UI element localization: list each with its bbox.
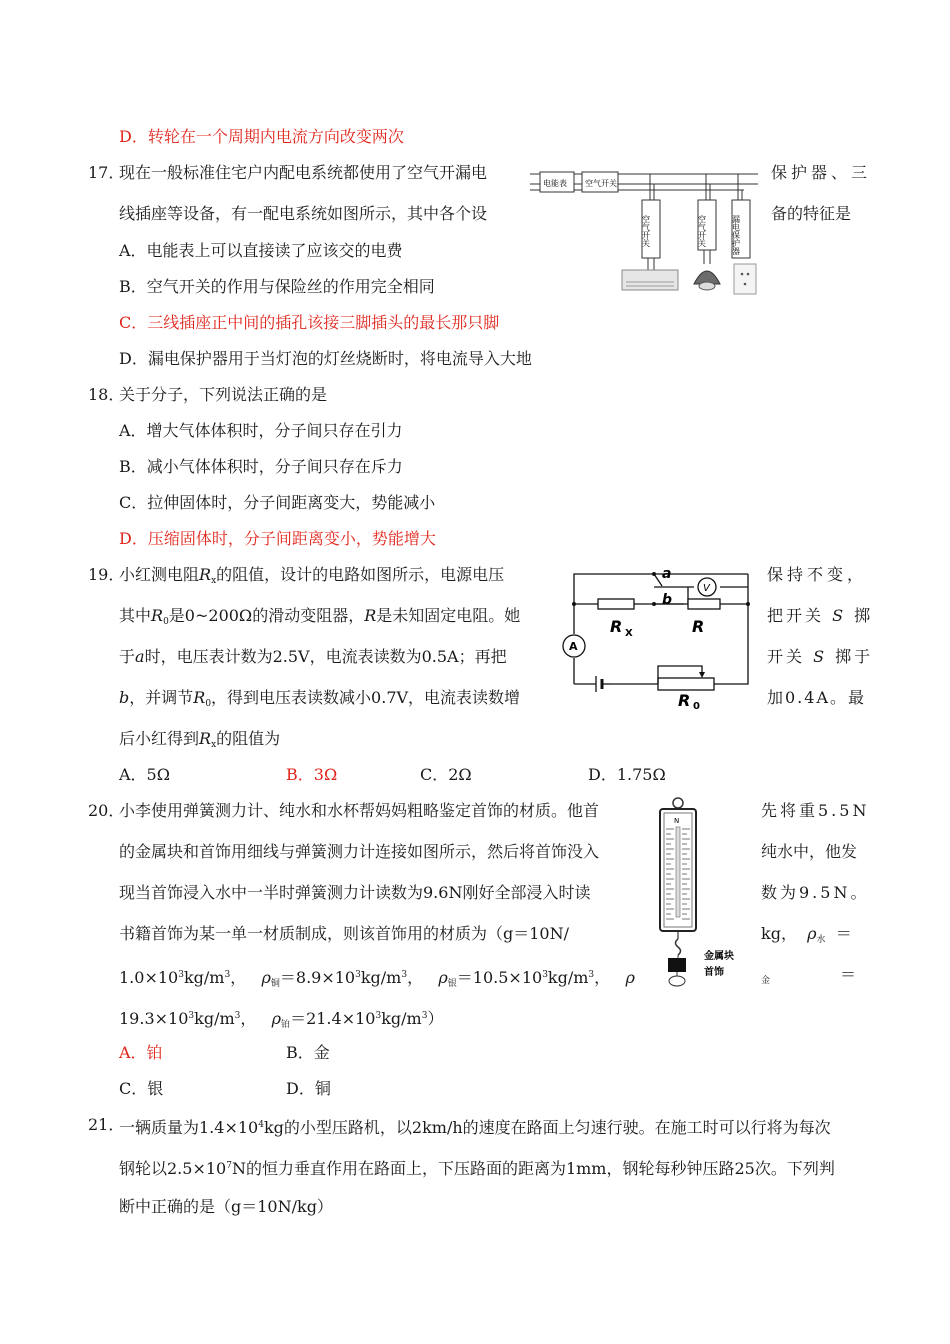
protector-label: 漏电保护器 bbox=[731, 215, 741, 255]
q20-right4: kg， $\rho_水$ ＝ bbox=[761, 924, 852, 945]
ammeter-label: A bbox=[569, 640, 578, 653]
q18-option-d: D．压缩固体时，分子间距离变小，势能增大 bbox=[119, 529, 436, 548]
q17-stem-line2: 线插座等设备，有一配电系统如图所示，其中各个设 bbox=[119, 204, 488, 223]
main-switch-label: 空气开关 bbox=[585, 179, 617, 188]
q16-option-d: D．转轮在一个周期内电流方向改变两次 bbox=[119, 127, 404, 146]
q20-line5: $1.0\times 10^3kg/m^3$， $\rho_铜=8.9\times 10^3kg/m^3$， $\rho_银=10.5\times 10^3kg/m^3$， ρ bbox=[119, 968, 635, 989]
q20-number: 20． bbox=[88, 801, 125, 820]
q19-circuit-figure bbox=[554, 560, 758, 710]
q19-line3: 于a时，电压表计数为2.5V，电流表读数为0.5A；再把 bbox=[119, 647, 507, 666]
q17-option-c: C．三线插座正中间的插孔该接三脚插头的最长那只脚 bbox=[119, 313, 500, 332]
jewelry bbox=[669, 976, 685, 986]
q17-option-d: D．漏电保护器用于当灯泡的灯丝烧断时，将电流导入大地 bbox=[119, 349, 532, 368]
rx-label: R bbox=[610, 617, 623, 636]
q19-number: 19． bbox=[88, 565, 125, 584]
q17-stem-right1: 保护器、三 bbox=[771, 163, 872, 182]
q19-line2: 其中$R_0$是0~200Ω的滑动变阻器，R是未知固定电阻。她 bbox=[119, 606, 521, 627]
q21-line3: 断中正确的是（g＝10N/kg） bbox=[119, 1197, 333, 1216]
q21-number: 21． bbox=[88, 1115, 125, 1134]
voltmeter-label: V bbox=[703, 583, 710, 594]
q19-right4: 加0.4A。最 bbox=[767, 688, 867, 707]
q18-option-b: B．减小气体体积时，分子间只存在斥力 bbox=[119, 457, 403, 476]
q19-option-c: C．2Ω bbox=[420, 765, 472, 784]
q17-stem-right2: 备的特征是 bbox=[771, 204, 852, 223]
q19-option-b: B．3Ω bbox=[286, 765, 338, 784]
r0-sub: 0 bbox=[693, 701, 700, 710]
q20-line3: 现当首饰浸入水中一半时弹簧测力计读数为9.6N刚好全部浸入时读 bbox=[119, 883, 591, 902]
hook bbox=[676, 939, 681, 955]
q20-line6: $19.3\times 10^3kg/m^3$， $\rho_铂=21.4\times 10^3kg/m^3$） bbox=[119, 1009, 444, 1030]
q17-option-a: A．电能表上可以直接读了应该交的电费 bbox=[119, 241, 403, 260]
r-resistor bbox=[688, 599, 720, 609]
q18-option-a: A．增大气体体积时，分子间只存在引力 bbox=[119, 421, 403, 440]
q17-distribution-figure bbox=[528, 160, 764, 300]
q20-right3: 数为9.5N。 bbox=[761, 883, 870, 902]
q20-right5: $_金$ ＝ bbox=[761, 965, 857, 986]
q19-line1: 小红测电阻$R_x$的阻值，设计的电路如图所示，电源电压 bbox=[119, 565, 505, 586]
r-label: R bbox=[692, 617, 705, 636]
q20-option-d: D．铜 bbox=[286, 1079, 331, 1098]
q19-option-d: D．1.75Ω bbox=[588, 765, 666, 784]
rx-sub: X bbox=[625, 628, 633, 639]
switch-a-label: a bbox=[662, 566, 672, 582]
q17-option-b: B．空气开关的作用与保险丝的作用完全相同 bbox=[119, 277, 435, 296]
r0-label: R bbox=[678, 691, 691, 710]
q21-line2: 钢轮以$2.5\times 10^7N$的恒力垂直作用在路面上，下压路面的距离为1mm，钢轮每秒钟压路25次。下列判 bbox=[119, 1159, 835, 1178]
q19-right2: 把开关 S 掷 bbox=[767, 606, 874, 625]
jewelry-label: 首饰 bbox=[704, 967, 724, 978]
switch1-label: 空气开关 bbox=[641, 215, 651, 247]
q18-number: 18． bbox=[88, 385, 125, 404]
q20-option-b: B．金 bbox=[286, 1043, 330, 1062]
metal-block bbox=[668, 958, 686, 972]
q20-option-a: A．铂 bbox=[119, 1043, 163, 1062]
q20-line1: 小李使用弹簧测力计、纯水和水杯帮妈妈粗略鉴定首饰的材质。他首 bbox=[119, 801, 600, 820]
q18-stem: 关于分子，下列说法正确的是 bbox=[119, 385, 328, 404]
switch2-label: 空气开关 bbox=[697, 215, 707, 247]
q19-option-a: A．5Ω bbox=[119, 765, 171, 784]
q17-stem-line1: 现在一般标准住宅户内配电系统都使用了空气开漏电 bbox=[119, 163, 488, 182]
q20-line2: 的金属块和首饰用细线与弹簧测力计连接如图所示，然后将首饰没入 bbox=[119, 842, 600, 861]
q20-spring-scale-figure bbox=[648, 795, 758, 987]
newton-label: N bbox=[674, 817, 680, 825]
socket-icon bbox=[734, 264, 756, 294]
q18-option-c: C．拉伸固体时，分子间距离变大，势能减小 bbox=[119, 493, 436, 512]
meter-label: 电能表 bbox=[543, 179, 567, 188]
q19-right3: 开关 S 掷于 bbox=[767, 647, 874, 666]
q21-line1: 一辆质量为$1.4\times 10^4kg$的小型压路机，以2km/h的速度在路面上匀速行驶。在施工时可以行将为每次 bbox=[119, 1118, 831, 1137]
q17-number: 17． bbox=[88, 163, 125, 182]
q19-line4: b，并调节$R_0$，得到电压表读数减小0.7V，电流表读数增 bbox=[119, 688, 521, 709]
q20-right2: 纯水中，他发 bbox=[761, 842, 858, 861]
metal-label: 金属块 bbox=[704, 951, 734, 962]
switch-b-label: b bbox=[662, 592, 673, 608]
rx-resistor bbox=[598, 599, 634, 609]
air-conditioner-icon bbox=[622, 270, 678, 290]
r0-rheostat bbox=[658, 678, 714, 690]
q19-line5: 后小红得到$R_x$的阻值为 bbox=[119, 729, 281, 750]
q19-right1: 保持不变， bbox=[767, 565, 868, 584]
q20-line4: 书籍首饰为某一单一材质制成，则该首饰用的材质为（g＝10N/ bbox=[119, 924, 569, 943]
q20-option-c: C．银 bbox=[119, 1079, 164, 1098]
q20-right1: 先将重5.5N bbox=[761, 801, 870, 820]
